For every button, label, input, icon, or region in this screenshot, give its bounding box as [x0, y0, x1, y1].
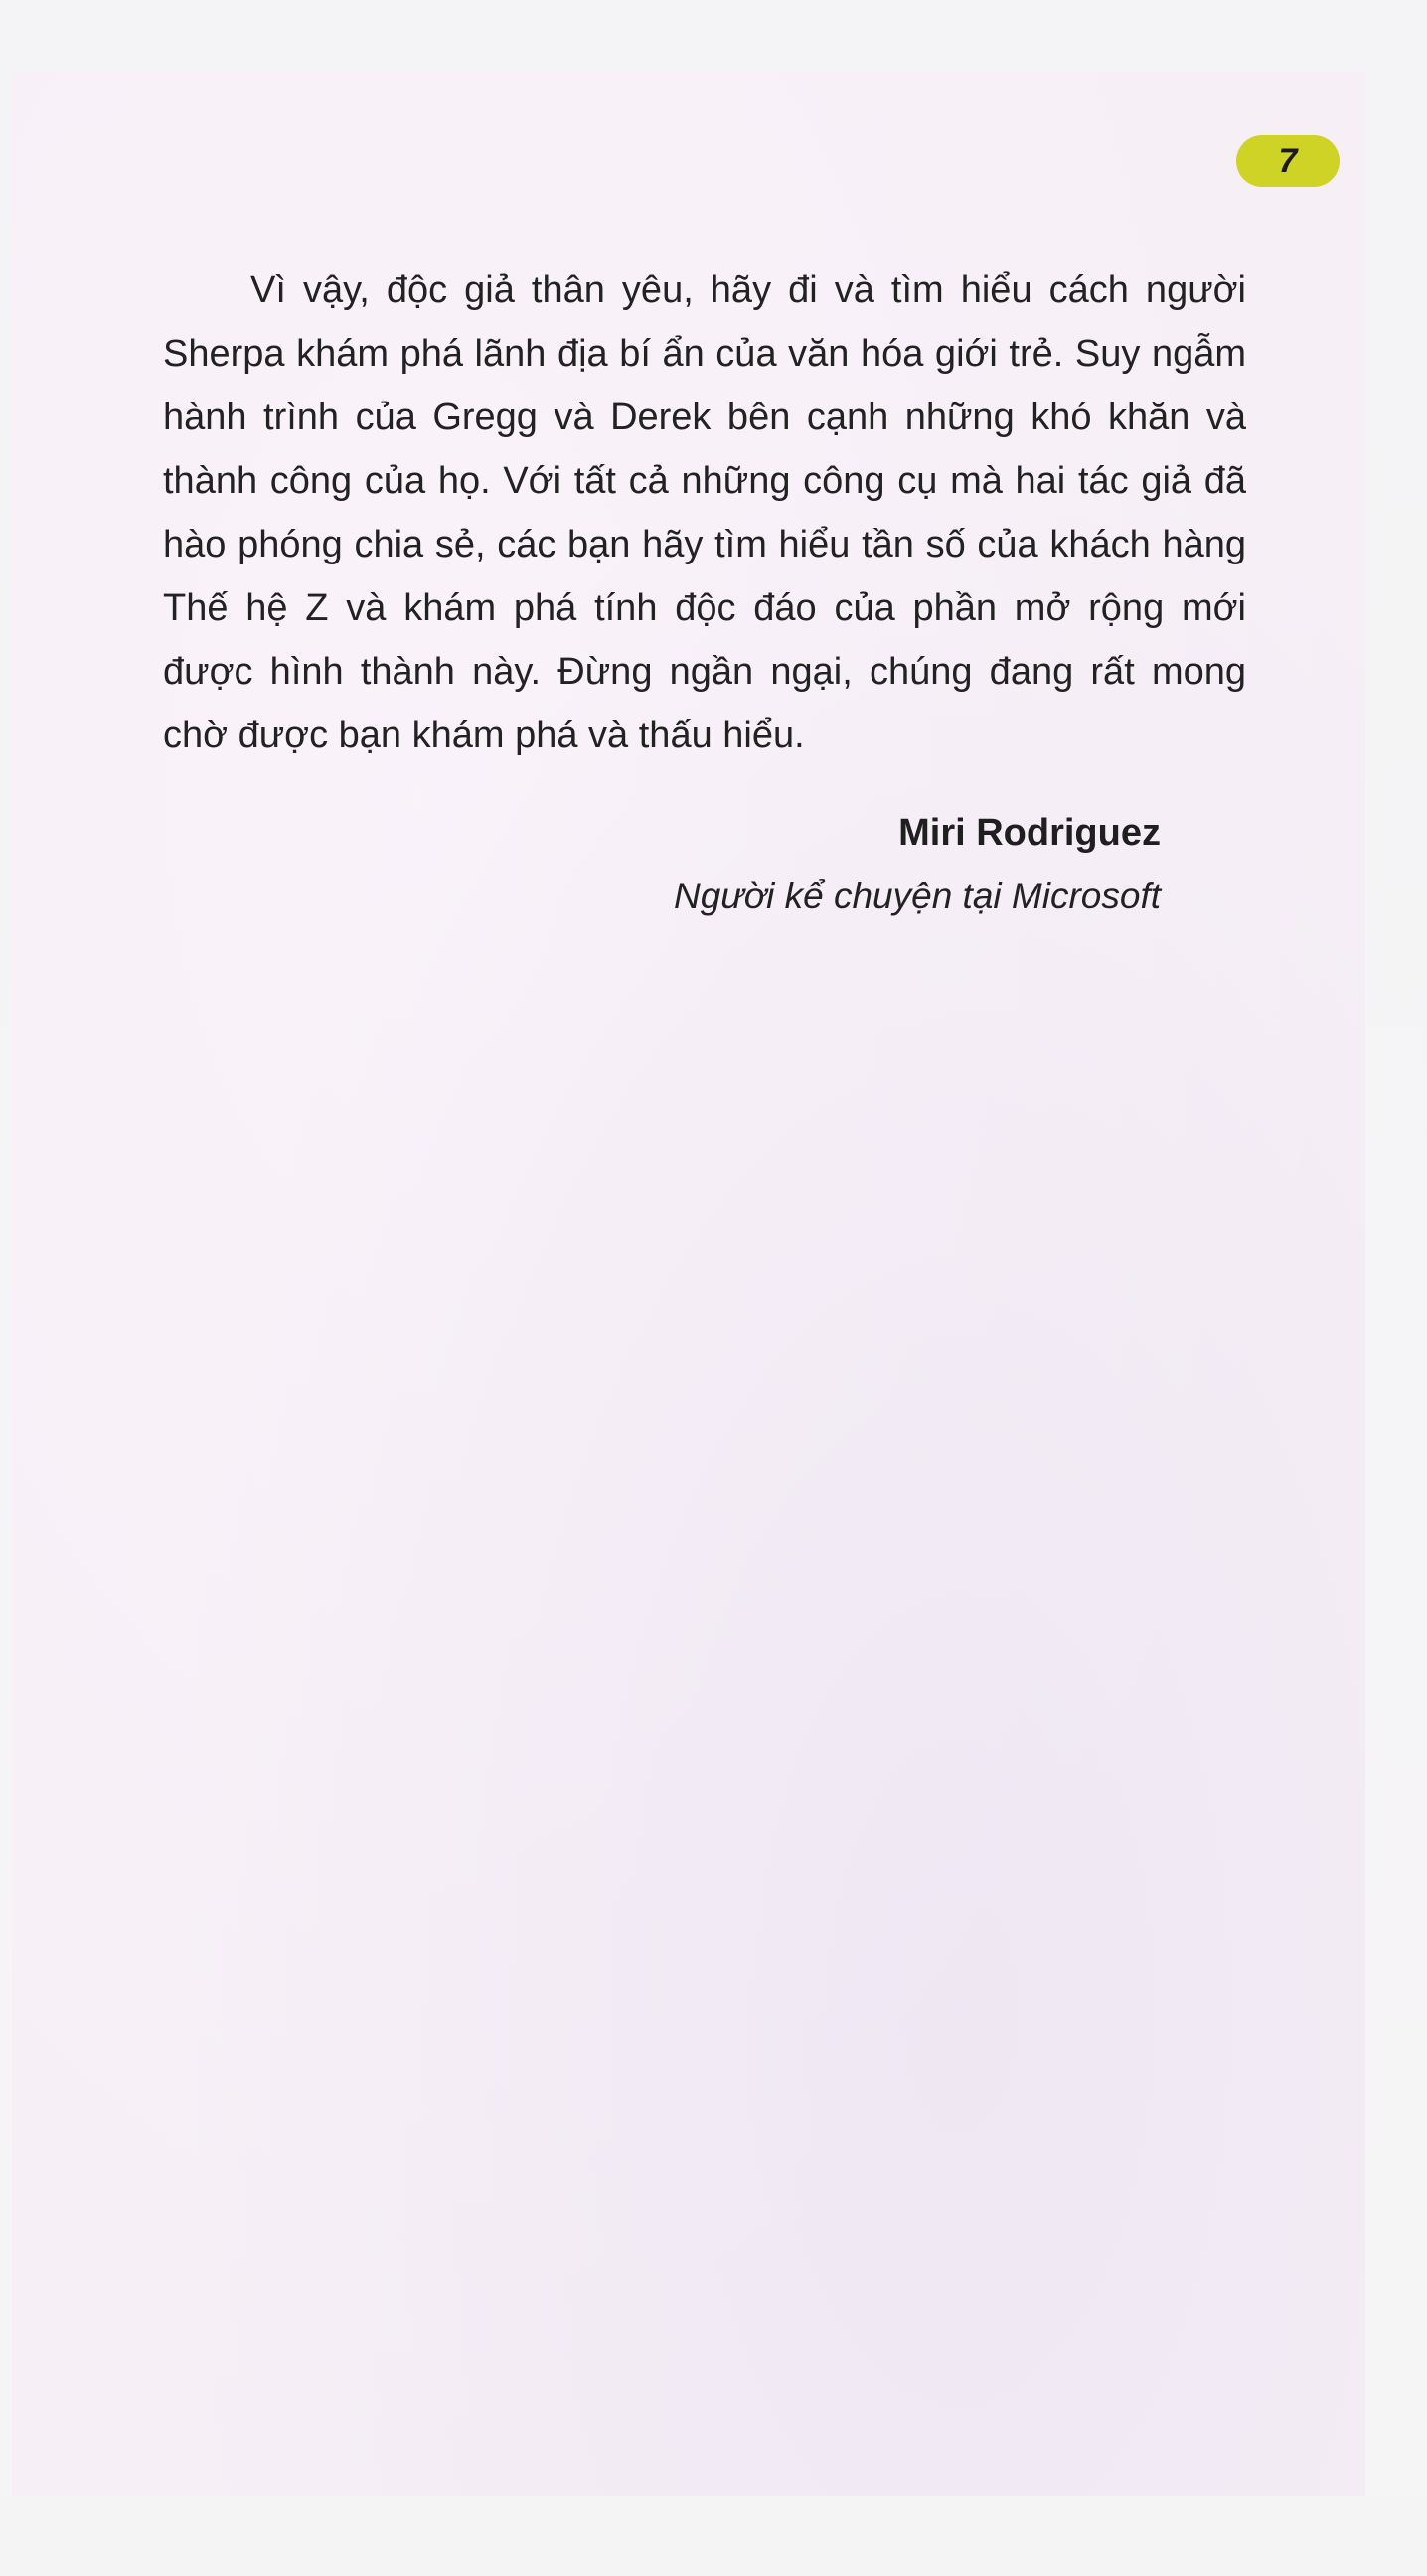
book-page — [12, 72, 1365, 2496]
page-number-badge: 7 — [1236, 135, 1340, 187]
signature-name: Miri Rodriguez — [898, 812, 1161, 854]
scan-bottom-margin — [0, 2496, 1427, 2576]
signature-title: Người kể chuyện tại Microsoft — [674, 876, 1161, 916]
body-paragraph: Vì vậy, độc giả thân yêu, hãy đi và tìm hiểu cách người Sherpa khám phá lãnh địa bí ẩn của văn hóa giới trẻ. Suy ngẫm hành trình của Gregg và Derek bên cạnh những khó khăn và thành công của họ. Với tất cả những công cụ mà hai tác giả đã hào phóng chia sẻ, các bạn hãy tìm hiểu tần số của khách hàng Thế hệ Z và khám phá tính độc đáo của phần mở rộng mới được hình thành này. Đừng ngần ngại, chúng đang rất mong chờ được bạn khám phá và thấu hiểu. — [163, 269, 1246, 756]
